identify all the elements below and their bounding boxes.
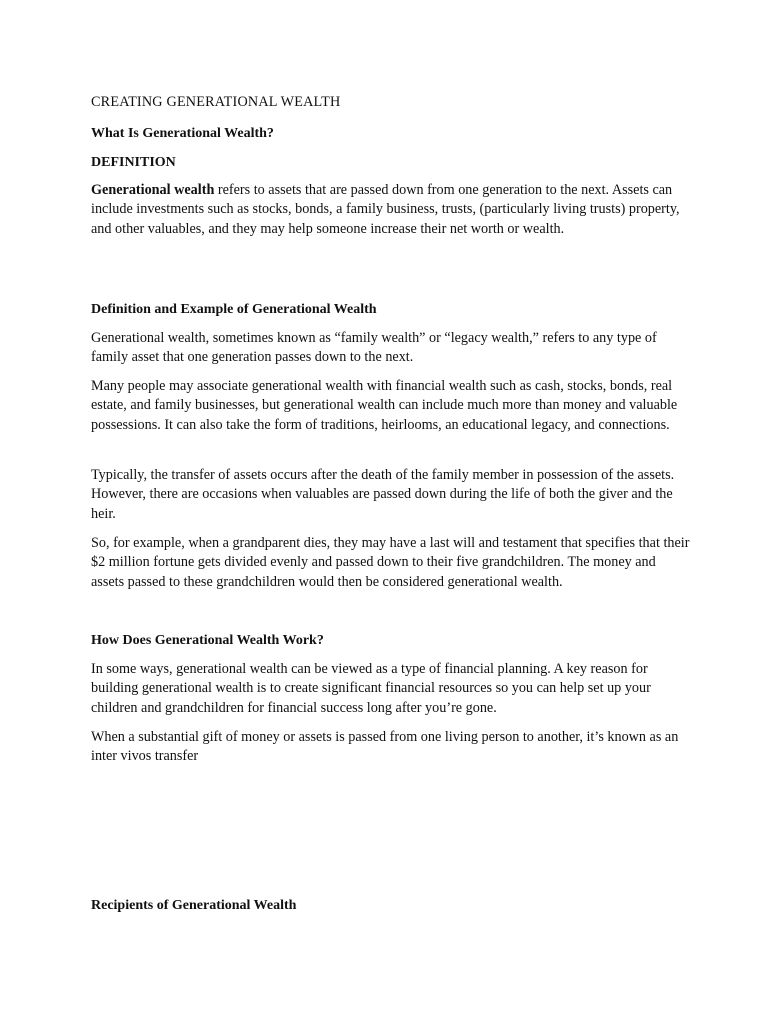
section-heading-how-it-works: How Does Generational Wealth Work? [91, 633, 324, 648]
paragraph-transfer-timing: Typically, the transfer of assets occurs after the death of the family member in possession of the assets. However, there are occasions when valuables are passed down during the life of both the giver and the heir. [91, 467, 675, 522]
definition-paragraph [91, 181, 691, 239]
definition-text: refers to assets that are passed down from one generation to the next. Assets can include investments such as stocks, bonds, a family business, trusts, (particularly living trusts) property, and other valuables, and they may help someone increase their net worth or wealth. [91, 182, 680, 237]
what-is-heading: What Is Generational Wealth? [91, 126, 274, 141]
definition-heading: DEFINITION [91, 155, 176, 170]
definition-term: Generational wealth [91, 182, 215, 198]
section-heading-definition-example: Definition and Example of Generational Wealth [91, 302, 377, 317]
paragraph-grandparent-example: So, for example, when a grandparent dies, they may have a last will and testament that specifies that their $2 million fortune gets divided evenly and passed down to their five grandchildren. The money and assets passed to these grandchildren would then be considered generational wealth. [91, 535, 690, 590]
paragraph-financial-planning: In some ways, generational wealth can be viewed as a type of financial planning. A key reason for building generational wealth is to create significant financial resources so you can help set up your children and grandchildren for financial success long after you’re gone. [91, 661, 651, 716]
paragraph-family-wealth: Generational wealth, sometimes known as “family wealth” or “legacy wealth,” refers to any type of family asset that one generation passes down to the next. [91, 330, 657, 366]
paragraph-inter-vivos: When a substantial gift of money or assets is passed from one living person to another, it’s known as an inter vivos transfer [91, 729, 679, 765]
document-title: CREATING GENERATIONAL WEALTH [91, 94, 341, 110]
section-heading-recipients: Recipients of Generational Wealth [91, 898, 297, 913]
paragraph-financial-wealth: Many people may associate generational wealth with financial wealth such as cash, stocks, bonds, real estate, and family businesses, but generational wealth can include much more than money and valuable possessions. It can also take the form of traditions, heirlooms, an educational legacy, and connections. [91, 378, 678, 433]
